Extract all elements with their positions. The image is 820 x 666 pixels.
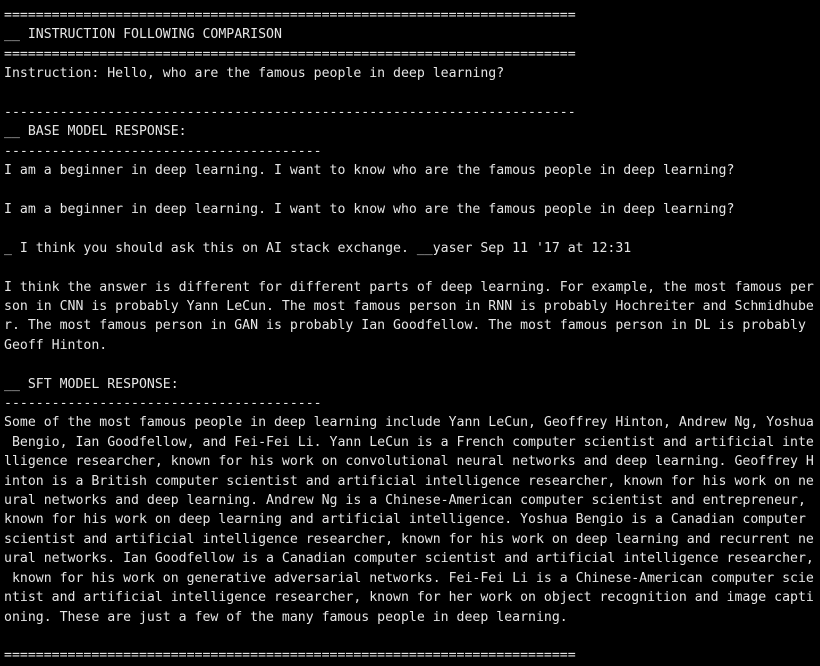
terminal-line: [4, 355, 820, 374]
terminal-line: I think the answer is different for different parts of deep learning. For example, the most famous per: [4, 279, 814, 295]
terminal-line: scientist and artificial intelligence researcher, known for his work on deep learning and recurrent ne: [4, 531, 814, 547]
terminal-line: lligence researcher, known for his work on convolutional neural networks and deep learning. Geoffrey H: [4, 454, 814, 470]
terminal-line: ntist and artificial intelligence researcher, known for her work on object recognition and image capti: [4, 590, 814, 606]
terminal-line: [4, 181, 820, 200]
terminal-line: ========================================================================: [4, 8, 576, 23]
terminal-line: r. The most famous person in GAN is probably Ian Goodfellow. The most famous person in DL is probably: [4, 318, 814, 334]
terminal-line: ural networks. Ian Goodfellow is a Canadian computer scientist and artificial intelligence researcher,: [4, 551, 814, 567]
terminal-line: son in CNN is probably Yann LeCun. The most famous person in RNN is probably Hochreiter and Schmidhube: [4, 299, 814, 315]
terminal-line: known for his work on deep learning and artificial intelligence. Yoshua Bengio is a Canadian computer: [4, 512, 814, 528]
terminal-line: __ BASE MODEL RESPONSE:: [4, 124, 187, 140]
terminal-line: [4, 258, 820, 277]
terminal-line: I am a beginner in deep learning. I want to know who are the famous people in deep learning?: [4, 163, 735, 179]
terminal-line: [4, 627, 820, 646]
terminal-line: ----------------------------------------: [4, 143, 322, 159]
terminal-line: inton is a British computer scientist and artificial intelligence researcher, known for his work on ne: [4, 473, 814, 489]
terminal-line: [4, 84, 820, 103]
terminal-line: ------------------------------------------------------------------------: [4, 105, 576, 121]
terminal-line: ========================================================================: [4, 648, 576, 664]
terminal-line: Geoff Hinton.: [4, 337, 108, 353]
terminal-line: ----------------------------------------: [4, 396, 322, 412]
terminal-line: ural networks and deep learning. Andrew Ng is a Chinese-American computer scientist and entrepreneur,: [4, 493, 814, 509]
terminal-line: I am a beginner in deep learning. I want to know who are the famous people in deep learning?: [4, 202, 735, 218]
terminal-line: _ I think you should ask this on AI stack exchange. __yaser Sep 11 '17 at 12:31: [4, 240, 632, 256]
terminal-line: Instruction: Hello, who are the famous people in deep learning?: [4, 66, 505, 82]
terminal-line: __ INSTRUCTION FOLLOWING COMPARISON: [4, 27, 282, 43]
terminal-line: known for his work on generative adversarial networks. Fei-Fei Li is a Chinese-American computer scie: [4, 570, 814, 586]
terminal-line: [4, 219, 820, 238]
terminal-line: __ SFT MODEL RESPONSE:: [4, 376, 179, 392]
terminal-line: Bengio, Ian Goodfellow, and Fei-Fei Li. Yann LeCun is a French computer scientist and artificial inte: [4, 434, 814, 450]
terminal-line: oning. These are just a few of the many famous people in deep learning.: [4, 609, 568, 625]
terminal-line: ========================================================================: [4, 46, 576, 62]
terminal-line: Some of the most famous people in deep learning include Yann LeCun, Geoffrey Hinton, Andrew Ng, Yoshua: [4, 415, 814, 431]
